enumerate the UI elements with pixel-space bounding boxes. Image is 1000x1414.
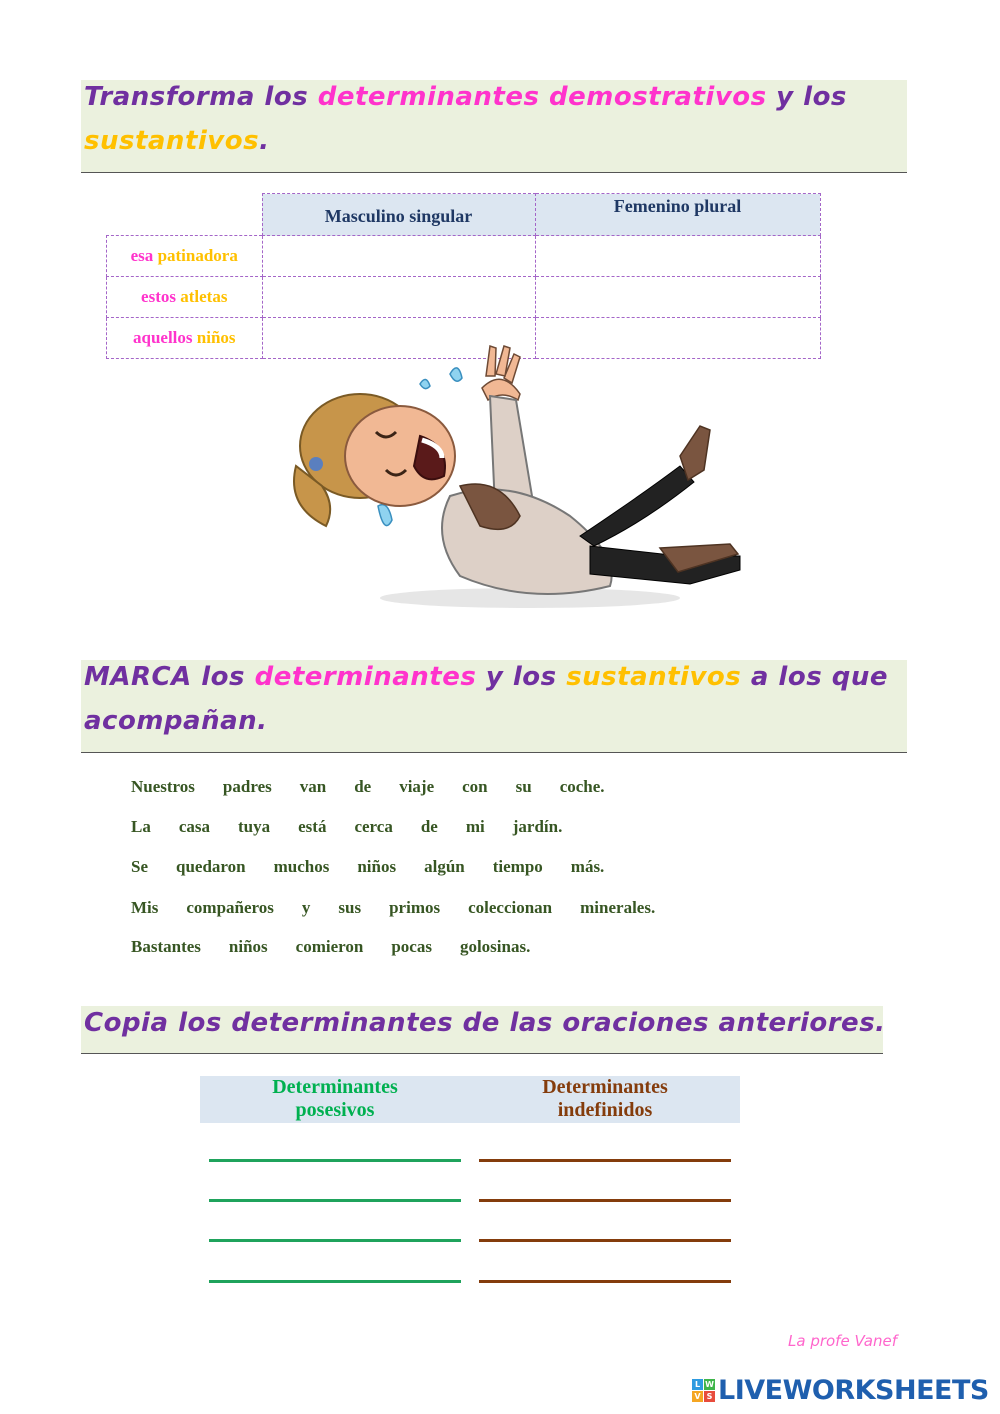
section1-banner [81,80,907,173]
sentence-5 [131,937,530,957]
section1-title-line2: sustantivos. [84,126,270,156]
header-indefinidos: Determinantes indefinidos [542,1076,668,1121]
word[interactable]: tiempo [492,857,543,876]
word[interactable]: coche. [559,777,605,796]
row-label-esa-patinadora: esa patinadora [107,236,263,277]
word[interactable]: Nuestros [131,777,195,796]
indefinidos-answer-line-4[interactable] [479,1280,731,1283]
section2-title-line2: acompañan. [84,706,268,736]
word[interactable]: su [515,777,532,796]
transform-table [106,193,821,359]
word[interactable]: Bastantes [131,937,201,956]
word[interactable]: van [299,777,327,796]
row-label-estos-atletas: estos atletas [107,277,263,318]
posesivos-answer-line-2[interactable] [209,1199,461,1202]
word[interactable]: mi [465,817,485,836]
word[interactable]: padres [222,777,272,796]
word[interactable]: comieron [295,937,364,956]
row-label-aquellos-ninos: aquellos niños [107,318,263,359]
copy-table-header [200,1076,740,1123]
section1-title: Transforma los determinantes demostrativos y los [84,82,847,112]
word[interactable]: quedaron [176,857,246,876]
word[interactable]: más. [570,857,605,876]
word[interactable]: Se [131,857,148,876]
word[interactable]: muchos [273,857,330,876]
word[interactable]: golosinas. [459,937,531,956]
laughing-avatar-illustration [260,336,750,616]
sentence-1 [131,777,605,797]
word[interactable]: primos [389,898,441,917]
posesivos-answer-line-3[interactable] [209,1239,461,1242]
logo-text: LIVEWORKSHEETS [718,1374,989,1406]
answer-cell-fem-2[interactable] [535,277,820,318]
word[interactable]: niños [357,857,397,876]
section3-banner [81,1006,886,1054]
indefinidos-answer-line-3[interactable] [479,1239,731,1242]
section3-title: Copia los determinantes de las oraciones anteriores. [84,1008,886,1038]
header-femenino-plural: Femenino plural [535,194,820,236]
header-masculino-singular: Masculino singular [262,194,535,236]
sentence-2 [131,817,562,837]
header-posesivos: Determinantes posesivos [272,1076,398,1121]
sentence-4 [131,898,655,918]
word[interactable]: minerales. [580,898,656,917]
word[interactable]: de [354,777,372,796]
indefinidos-answer-line-1[interactable] [479,1159,731,1162]
word[interactable]: Mis [131,898,159,917]
word[interactable]: está [298,817,327,836]
word[interactable]: coleccionan [468,898,553,917]
word[interactable]: casa [178,817,211,836]
posesivos-answer-line-4[interactable] [209,1280,461,1283]
word[interactable]: tuya [238,817,271,836]
answer-cell-masc-1[interactable] [262,236,535,277]
word[interactable]: cerca [354,817,393,836]
word[interactable]: sus [338,898,362,917]
word[interactable]: con [462,777,488,796]
word[interactable]: viaje [399,777,435,796]
word[interactable]: pocas [391,937,432,956]
answer-cell-masc-2[interactable] [262,277,535,318]
word[interactable]: niños [228,937,268,956]
logo-blocks-icon: L W V S [692,1379,715,1402]
author-signature: La profe Vanef [788,1332,897,1350]
word[interactable]: La [131,817,151,836]
sentence-3 [131,857,604,877]
word[interactable]: jardín. [512,817,563,836]
liveworksheets-logo[interactable] [692,1375,989,1405]
word[interactable]: compañeros [186,898,274,917]
section2-title: MARCA los determinantes y los sustantivos a los que [84,662,888,692]
posesivos-answer-line-1[interactable] [209,1159,461,1162]
answer-cell-fem-1[interactable] [535,236,820,277]
word[interactable]: algún [424,857,465,876]
word[interactable]: de [420,817,438,836]
section2-banner [81,660,907,753]
word[interactable]: y [301,898,311,917]
indefinidos-answer-line-2[interactable] [479,1199,731,1202]
